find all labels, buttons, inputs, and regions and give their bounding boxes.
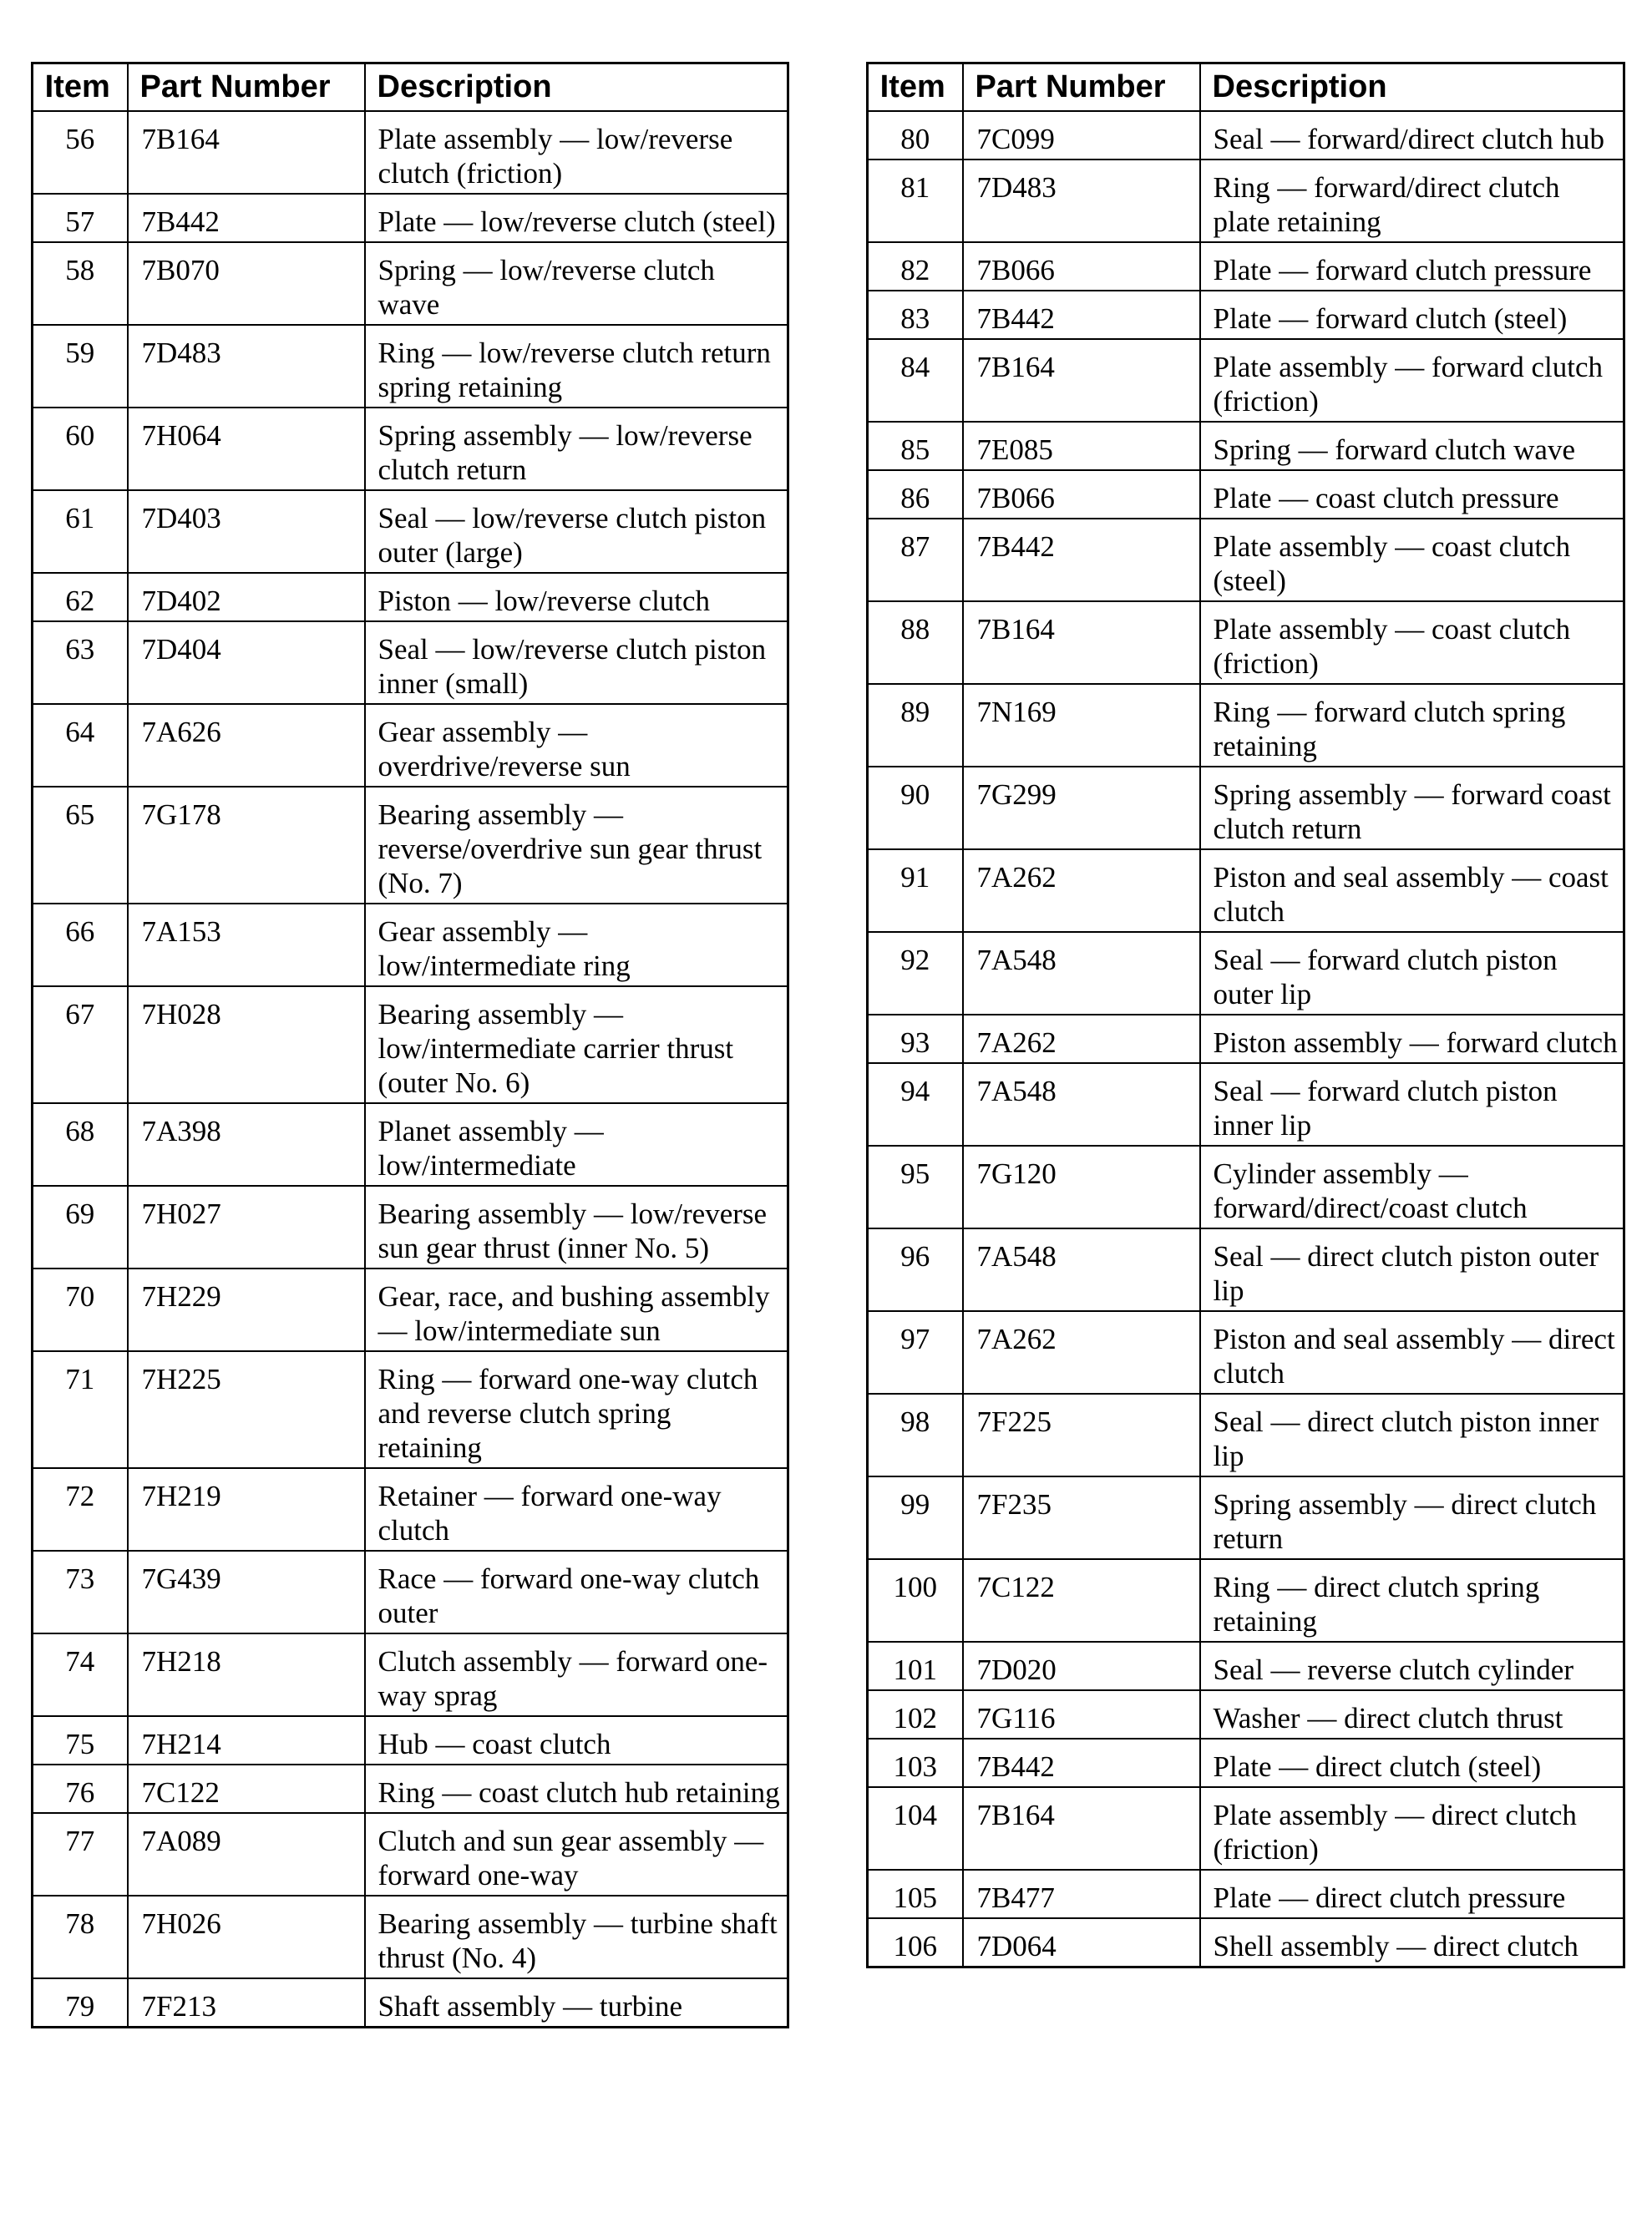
item-number-cell: 105 [868,1870,963,1918]
part-number-cell: 7F225 [963,1394,1200,1476]
table-row [868,1311,1624,1394]
description-cell: Hub — coast clutch [365,1716,788,1765]
item-number-cell: 87 [868,519,963,601]
table-row [868,1787,1624,1870]
item-number-cell: 106 [868,1918,963,1967]
description-cell: Spring assembly — direct clutch return [1200,1476,1624,1559]
description-cell: Planet assembly — low/intermediate [365,1103,788,1186]
item-number-cell: 88 [868,601,963,684]
table-row [33,325,788,408]
item-number-cell: 95 [868,1146,963,1228]
part-number-cell: 7G439 [128,1551,365,1633]
table-row [868,160,1624,242]
item-number-cell: 76 [33,1765,128,1813]
table-row [868,1394,1624,1476]
part-number-cell: 7D020 [963,1642,1200,1690]
parts-table-left [31,62,789,2028]
part-number-cell: 7B442 [128,194,365,242]
item-number-cell: 56 [33,111,128,194]
part-number-cell: 7H027 [128,1186,365,1269]
part-number-cell: 7B066 [963,242,1200,291]
table-row [33,1351,788,1468]
table-row [33,621,788,704]
description-cell: Gear assembly — overdrive/reverse sun [365,704,788,787]
description-cell: Piston — low/reverse clutch [365,573,788,621]
table-row [868,339,1624,422]
description-cell: Seal — forward clutch piston outer lip [1200,932,1624,1015]
description-cell: Plate — forward clutch (steel) [1200,291,1624,339]
parts-table-right [866,62,1625,1968]
table-row [33,904,788,986]
description-cell: Spring assembly — low/reverse clutch return [365,408,788,490]
part-number-cell: 7A262 [963,849,1200,932]
table-row [33,986,788,1103]
description-cell: Plate assembly — coast clutch (steel) [1200,519,1624,601]
item-number-cell: 80 [868,111,963,160]
part-number-cell: 7A548 [963,1228,1200,1311]
item-number-cell: 61 [33,490,128,573]
item-number-cell: 64 [33,704,128,787]
item-number-cell: 89 [868,684,963,767]
part-number-cell: 7D483 [963,160,1200,242]
table-row [868,1146,1624,1228]
description-cell: Washer — direct clutch thrust [1200,1690,1624,1739]
item-number-cell: 85 [868,422,963,470]
item-number-cell: 63 [33,621,128,704]
description-cell: Ring — forward clutch spring retaining [1200,684,1624,767]
part-number-cell: 7C122 [128,1765,365,1813]
table-row [868,1918,1624,1967]
description-cell: Plate — forward clutch pressure [1200,242,1624,291]
item-number-cell: 71 [33,1351,128,1468]
description-cell: Clutch and sun gear assembly — forward one-way [365,1813,788,1896]
item-number-cell: 101 [868,1642,963,1690]
description-cell: Spring assembly — forward coast clutch return [1200,767,1624,849]
part-number-cell: 7N169 [963,684,1200,767]
part-number-cell: 7A548 [963,1063,1200,1146]
description-cell: Ring — forward/direct clutch plate retaining [1200,160,1624,242]
table-row [868,111,1624,160]
table-row [868,291,1624,339]
table-row [33,111,788,194]
item-number-cell: 66 [33,904,128,986]
table-row [33,1716,788,1765]
item-number-cell: 91 [868,849,963,932]
item-number-cell: 73 [33,1551,128,1633]
part-number-cell: 7D404 [128,621,365,704]
item-number-cell: 79 [33,1978,128,2028]
item-header: Item [868,63,963,112]
table-row [868,1690,1624,1739]
description-cell: Plate — direct clutch (steel) [1200,1739,1624,1787]
table-row [868,1739,1624,1787]
table-row [33,408,788,490]
part-number-cell: 7A262 [963,1015,1200,1063]
item-number-cell: 92 [868,932,963,1015]
part-number-cell: 7A089 [128,1813,365,1896]
item-number-cell: 84 [868,339,963,422]
description-cell: Piston assembly — forward clutch [1200,1015,1624,1063]
table-row [868,601,1624,684]
part-number-cell: 7H026 [128,1896,365,1978]
table-row [33,787,788,904]
item-number-cell: 67 [33,986,128,1103]
item-number-cell: 59 [33,325,128,408]
table-row [868,1642,1624,1690]
table-row [33,1633,788,1716]
item-number-cell: 94 [868,1063,963,1146]
description-cell: Plate — low/reverse clutch (steel) [365,194,788,242]
table-row [33,194,788,242]
table-row [868,1476,1624,1559]
part-number-cell: 7G299 [963,767,1200,849]
part-number-cell: 7B164 [963,1787,1200,1870]
part-number-cell: 7A262 [963,1311,1200,1394]
description-cell: Seal — direct clutch piston inner lip [1200,1394,1624,1476]
part-number-cell: 7D403 [128,490,365,573]
description-cell: Retainer — forward one-way clutch [365,1468,788,1551]
part-number-cell: 7B164 [128,111,365,194]
header-row [33,63,788,112]
description-cell: Spring — forward clutch wave [1200,422,1624,470]
item-number-cell: 62 [33,573,128,621]
part-number-cell: 7B442 [963,1739,1200,1787]
description-cell: Plate assembly — coast clutch (friction) [1200,601,1624,684]
item-number-cell: 58 [33,242,128,325]
part-number-header: Part Number [128,63,365,112]
item-number-cell: 93 [868,1015,963,1063]
part-number-cell: 7E085 [963,422,1200,470]
part-number-cell: 7H214 [128,1716,365,1765]
description-cell: Shaft assembly — turbine [365,1978,788,2028]
description-cell: Plate — coast clutch pressure [1200,470,1624,519]
item-number-cell: 74 [33,1633,128,1716]
description-cell: Race — forward one-way clutch outer [365,1551,788,1633]
table-row [33,1103,788,1186]
table-row [33,573,788,621]
description-cell: Clutch assembly — forward one-way sprag [365,1633,788,1716]
description-cell: Seal — forward clutch piston inner lip [1200,1063,1624,1146]
description-cell: Bearing assembly — low/intermediate carrier thrust (outer No. 6) [365,986,788,1103]
table-row [868,767,1624,849]
description-cell: Bearing assembly — low/reverse sun gear thrust (inner No. 5) [365,1186,788,1269]
table-row [868,1015,1624,1063]
header-row [868,63,1624,112]
item-number-cell: 83 [868,291,963,339]
part-number-cell: 7A398 [128,1103,365,1186]
table-row [868,849,1624,932]
item-number-cell: 81 [868,160,963,242]
description-cell: Plate assembly — low/reverse clutch (friction) [365,111,788,194]
description-header: Description [1200,63,1624,112]
part-number-cell: 7B442 [963,519,1200,601]
description-cell: Spring — low/reverse clutch wave [365,242,788,325]
part-number-cell: 7D402 [128,573,365,621]
part-number-cell: 7G178 [128,787,365,904]
description-cell: Bearing assembly — reverse/overdrive sun gear thrust (No. 7) [365,787,788,904]
table-row [33,1269,788,1351]
item-number-cell: 82 [868,242,963,291]
description-cell: Gear assembly — low/intermediate ring [365,904,788,986]
description-cell: Ring — low/reverse clutch return spring retaining [365,325,788,408]
description-cell: Seal — direct clutch piston outer lip [1200,1228,1624,1311]
item-number-cell: 86 [868,470,963,519]
description-cell: Piston and seal assembly — coast clutch [1200,849,1624,932]
table-row [868,519,1624,601]
description-header: Description [365,63,788,112]
table-row [868,1559,1624,1642]
part-number-cell: 7H219 [128,1468,365,1551]
table-row [868,470,1624,519]
description-cell: Ring — forward one-way clutch and reverse clutch spring retaining [365,1351,788,1468]
item-number-cell: 65 [33,787,128,904]
part-number-cell: 7G116 [963,1690,1200,1739]
table-row [868,1228,1624,1311]
part-number-header: Part Number [963,63,1200,112]
item-number-cell: 103 [868,1739,963,1787]
table-row [33,1978,788,2028]
item-number-cell: 70 [33,1269,128,1351]
item-number-cell: 72 [33,1468,128,1551]
description-cell: Shell assembly — direct clutch [1200,1918,1624,1967]
item-number-cell: 104 [868,1787,963,1870]
table-row [868,422,1624,470]
part-number-cell: 7B164 [963,339,1200,422]
description-cell: Gear, race, and bushing assembly — low/intermediate sun [365,1269,788,1351]
table-row [868,1063,1624,1146]
parts-table-right-body [868,111,1624,1967]
item-number-cell: 68 [33,1103,128,1186]
table-row [33,1765,788,1813]
part-number-cell: 7H225 [128,1351,365,1468]
item-number-cell: 102 [868,1690,963,1739]
part-number-cell: 7B070 [128,242,365,325]
table-row [33,242,788,325]
part-number-cell: 7B066 [963,470,1200,519]
item-header: Item [33,63,128,112]
item-number-cell: 57 [33,194,128,242]
part-number-cell: 7H028 [128,986,365,1103]
table-row [33,1551,788,1633]
table-row [868,932,1624,1015]
item-number-cell: 69 [33,1186,128,1269]
table-row [33,704,788,787]
part-number-cell: 7H229 [128,1269,365,1351]
description-cell: Seal — forward/direct clutch hub [1200,111,1624,160]
description-cell: Ring — direct clutch spring retaining [1200,1559,1624,1642]
description-cell: Ring — coast clutch hub retaining [365,1765,788,1813]
item-number-cell: 98 [868,1394,963,1476]
item-number-cell: 99 [868,1476,963,1559]
item-number-cell: 100 [868,1559,963,1642]
description-cell: Plate — direct clutch pressure [1200,1870,1624,1918]
table-row [33,1186,788,1269]
part-number-cell: 7C122 [963,1559,1200,1642]
table-row [33,1468,788,1551]
description-cell: Cylinder assembly — forward/direct/coast clutch [1200,1146,1624,1228]
description-cell: Plate assembly — direct clutch (friction) [1200,1787,1624,1870]
part-number-cell: 7A626 [128,704,365,787]
item-number-cell: 90 [868,767,963,849]
part-number-cell: 7B164 [963,601,1200,684]
description-cell: Seal — low/reverse clutch piston outer (large) [365,490,788,573]
item-number-cell: 97 [868,1311,963,1394]
item-number-cell: 78 [33,1896,128,1978]
part-number-cell: 7B477 [963,1870,1200,1918]
table-row [33,1896,788,1978]
item-number-cell: 60 [33,408,128,490]
part-number-cell: 7D064 [963,1918,1200,1967]
item-number-cell: 96 [868,1228,963,1311]
table-row [33,1813,788,1896]
part-number-cell: 7A548 [963,932,1200,1015]
part-number-cell: 7D483 [128,325,365,408]
part-number-cell: 7H064 [128,408,365,490]
table-row [868,684,1624,767]
part-number-cell: 7A153 [128,904,365,986]
item-number-cell: 75 [33,1716,128,1765]
table-row [33,490,788,573]
description-cell: Plate assembly — forward clutch (friction) [1200,339,1624,422]
description-cell: Bearing assembly — turbine shaft thrust (No. 4) [365,1896,788,1978]
table-row [868,1870,1624,1918]
description-cell: Seal — reverse clutch cylinder [1200,1642,1624,1690]
table-row [868,242,1624,291]
part-number-cell: 7F235 [963,1476,1200,1559]
part-number-cell: 7B442 [963,291,1200,339]
parts-table-left-body [33,111,788,2028]
description-cell: Seal — low/reverse clutch piston inner (small) [365,621,788,704]
item-number-cell: 77 [33,1813,128,1896]
part-number-cell: 7G120 [963,1146,1200,1228]
part-number-cell: 7H218 [128,1633,365,1716]
part-number-cell: 7C099 [963,111,1200,160]
part-number-cell: 7F213 [128,1978,365,2028]
description-cell: Piston and seal assembly — direct clutch [1200,1311,1624,1394]
